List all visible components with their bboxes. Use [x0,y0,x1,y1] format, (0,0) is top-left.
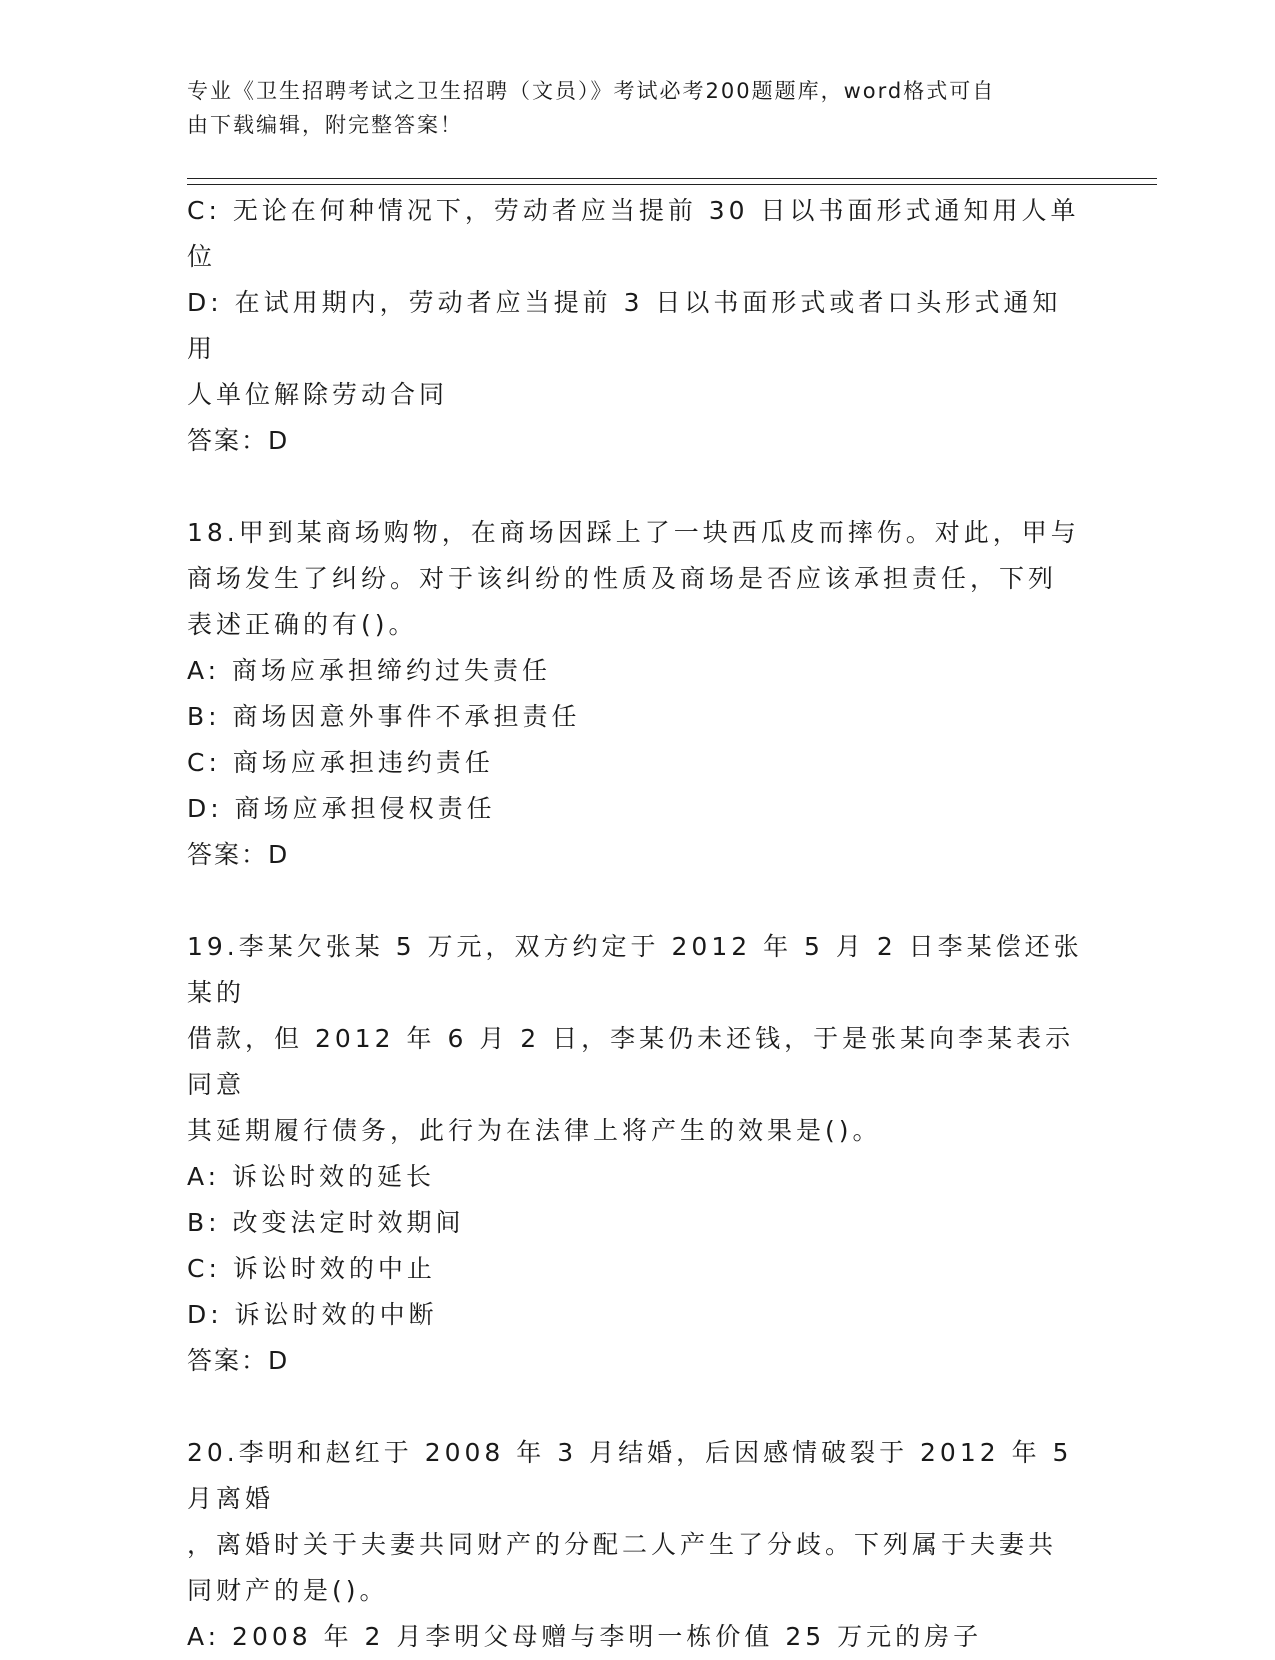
previous-question-tail [187,188,1087,464]
option-d-line-1: D: 在试用期内，劳动者应当提前 3 日以书面形式或者口头形式通知用 [187,288,1062,363]
document-header [187,74,1087,142]
option-c: C: 诉讼时效的中止 [187,1254,436,1283]
option-b: B: 改变法定时效期间 [187,1208,465,1237]
question-stem-line-1: 20.李明和赵红于 2008 年 3 月结婚，后因感情破裂于 2012 年 5 月离婚 [187,1438,1085,1513]
option-c-line-1: C: 无论在何种情况下，劳动者应当提前 30 日以书面形式通知用人单 [187,196,1080,225]
question-stem-line-2: 借款，但 2012 年 6 月 2 日，李某仍未还钱，于是张某向李某表示同意 [187,1024,1075,1099]
option-d: D: 诉讼时效的中断 [187,1300,438,1329]
header-divider-bottom [187,184,1157,185]
header-title-line-2: 由下载编辑，附完整答案！ [187,113,463,137]
answer-line: 答案：D [187,1346,290,1375]
question-19 [187,924,1087,1384]
spacer [187,464,1087,510]
question-stem-line-2: ，离婚时关于夫妻共同财产的分配二人产生了分歧。下列属于夫妻共 [187,1530,1058,1559]
option-d: D: 商场应承担侵权责任 [187,794,496,823]
spacer [187,1384,1087,1430]
answer-line: 答案：D [187,840,290,869]
option-d-line-2: 人单位解除劳动合同 [187,380,449,409]
question-20 [187,1430,1087,1660]
question-stem-line-2: 商场发生了纠纷。对于该纠纷的性质及商场是否应该承担责任，下列 [187,564,1058,593]
question-stem-line-3: 同财产的是()。 [187,1576,389,1605]
option-a: A: 商场应承担缔约过失责任 [187,656,552,685]
spacer [187,878,1087,924]
document-body [187,188,1087,1660]
question-stem-line-3: 其延期履行债务，此行为在法律上将产生的效果是()。 [187,1116,882,1145]
question-18 [187,510,1087,878]
option-c: C: 商场应承担违约责任 [187,748,494,777]
option-c-line-2: 位 [187,242,217,271]
question-stem-line-1: 19.李某欠张某 5 万元，双方约定于 2012 年 5 月 2 日李某偿还张某的 [187,932,1083,1007]
header-divider-top [187,178,1157,179]
option-a: A: 2008 年 2 月李明父母赠与李明一栋价值 25 万元的房子 [187,1622,983,1651]
question-stem-line-3: 表述正确的有()。 [187,610,418,639]
question-stem-line-1: 18.甲到某商场购物，在商场因踩上了一块西瓜皮而摔伤。对此，甲与 [187,518,1080,547]
option-b: B: 商场因意外事件不承担责任 [187,702,581,731]
option-a: A: 诉讼时效的延长 [187,1162,436,1191]
answer-line: 答案：D [187,426,290,455]
header-title-line-1: 专业《卫生招聘考试之卫生招聘（文员）》考试必考200题题库，word格式可自 [187,79,996,103]
